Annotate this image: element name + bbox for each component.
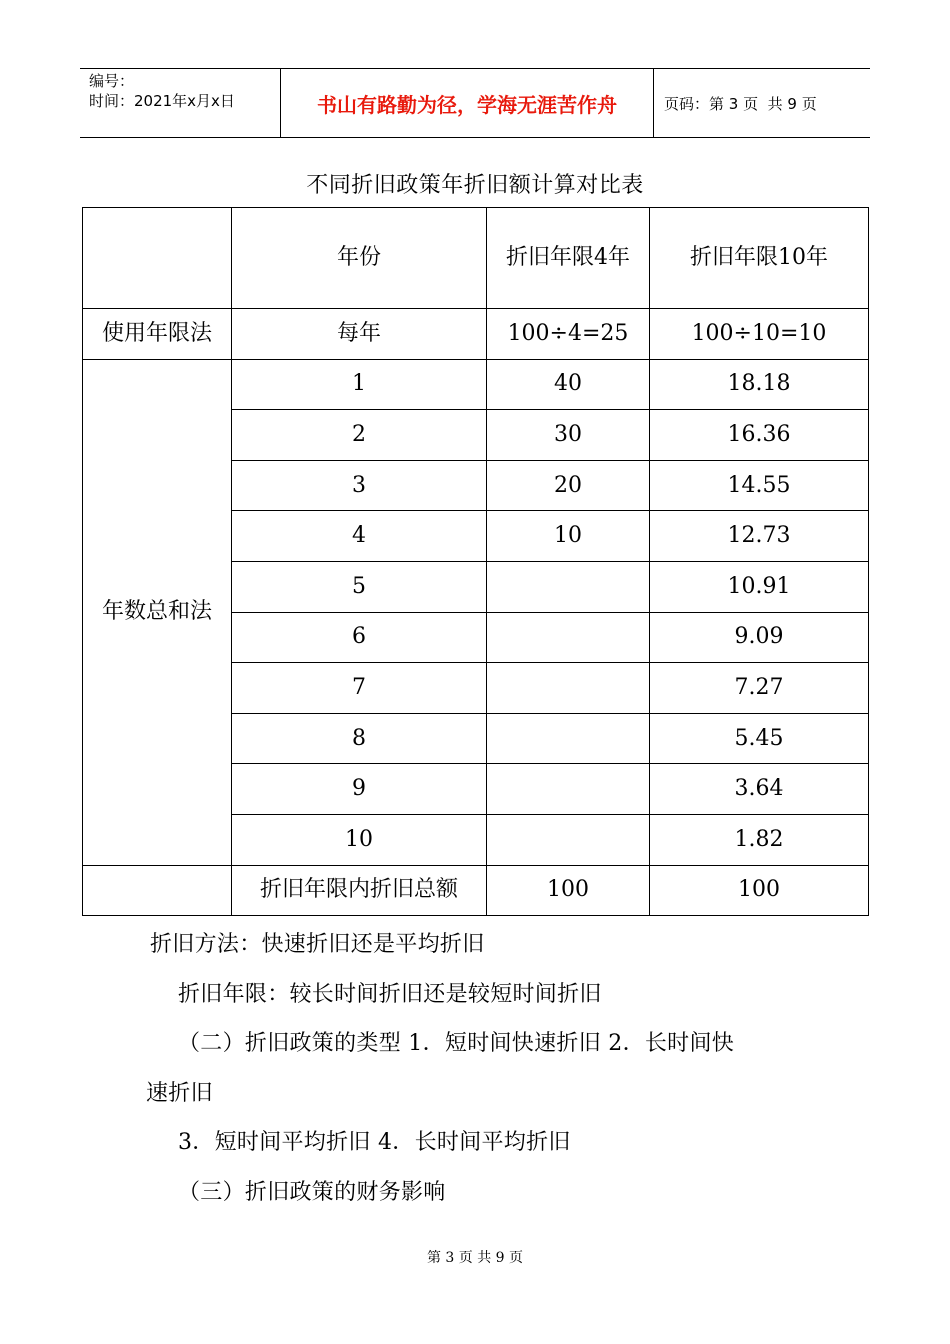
paragraph-depreciation-method: 折旧方法：快速折旧还是平均折旧 xyxy=(150,932,485,957)
page-header xyxy=(80,68,870,138)
method-sum-of-years: 年数总和法 xyxy=(83,359,232,865)
cell-v4 xyxy=(487,663,650,714)
total-v4: 100 xyxy=(487,865,650,916)
method-straight-line: 使用年限法 xyxy=(83,309,232,360)
table-header-row xyxy=(83,208,869,309)
cell-v10: 9.09 xyxy=(650,612,869,663)
cell-year: 3 xyxy=(232,460,487,511)
cell-v10: 12.73 xyxy=(650,511,869,562)
cell-v10: 5.45 xyxy=(650,713,869,764)
cell-v4 xyxy=(487,561,650,612)
cell-year: 10 xyxy=(232,814,487,865)
cell-v4 xyxy=(487,814,650,865)
cell-v10: 10.91 xyxy=(650,561,869,612)
header-year: 年份 xyxy=(232,208,487,309)
page-footer: 第 3 页 共 9 页 xyxy=(426,1250,524,1266)
cell-year: 每年 xyxy=(232,309,487,360)
paragraph-financial-impact: （三）折旧政策的财务影响 xyxy=(178,1180,446,1205)
cell-v10: 100÷10=10 xyxy=(650,309,869,360)
cell-year: 2 xyxy=(232,410,487,461)
paragraph-policy-types: （二）折旧政策的类型 1．短时间快速折旧 2．长时间快 xyxy=(178,1031,735,1056)
cell-v10: 14.55 xyxy=(650,460,869,511)
cell-v4: 40 xyxy=(487,359,650,410)
cell-year: 8 xyxy=(232,713,487,764)
paragraph-policy-types-cont: 速折旧 xyxy=(146,1081,213,1106)
cell-v4 xyxy=(487,764,650,815)
table-row xyxy=(83,359,869,410)
total-v10: 100 xyxy=(650,865,869,916)
header-motto: 书山有路勤为径，学海无涯苦作舟 xyxy=(281,69,654,137)
time-label: 时间：2021年x月x日 xyxy=(89,92,235,110)
cell-v10: 1.82 xyxy=(650,814,869,865)
table-title: 不同折旧政策年折旧额计算对比表 xyxy=(306,173,644,198)
cell-v4: 30 xyxy=(487,410,650,461)
header-10-years: 折旧年限10年 xyxy=(650,208,869,309)
cell-v10: 3.64 xyxy=(650,764,869,815)
cell-year: 1 xyxy=(232,359,487,410)
cell-year: 9 xyxy=(232,764,487,815)
table-row xyxy=(83,309,869,360)
paragraph-policy-types-2: 3．短时间平均折旧 4．长时间平均折旧 xyxy=(178,1130,571,1155)
cell-v10: 18.18 xyxy=(650,359,869,410)
code-label: 编号： xyxy=(89,72,135,90)
total-label: 折旧年限内折旧总额 xyxy=(232,865,487,916)
cell-v10: 16.36 xyxy=(650,410,869,461)
paragraph-depreciation-period: 折旧年限：较长时间折旧还是较短时间折旧 xyxy=(178,982,602,1007)
total-empty-cell xyxy=(83,865,232,916)
page-label: 页码：第 3 页 共 9 页 xyxy=(664,94,817,113)
cell-v4: 20 xyxy=(487,460,650,511)
cell-v4 xyxy=(487,612,650,663)
depreciation-table xyxy=(82,207,869,916)
cell-year: 6 xyxy=(232,612,487,663)
header-4-years: 折旧年限4年 xyxy=(487,208,650,309)
cell-year: 4 xyxy=(232,511,487,562)
cell-v4: 10 xyxy=(487,511,650,562)
cell-v10: 7.27 xyxy=(650,663,869,714)
cell-year: 7 xyxy=(232,663,487,714)
cell-v4: 100÷4=25 xyxy=(487,309,650,360)
table-total-row xyxy=(83,865,869,916)
header-empty-cell xyxy=(83,208,232,309)
header-info xyxy=(80,69,281,137)
header-page-info xyxy=(654,69,870,137)
cell-year: 5 xyxy=(232,561,487,612)
cell-v4 xyxy=(487,713,650,764)
